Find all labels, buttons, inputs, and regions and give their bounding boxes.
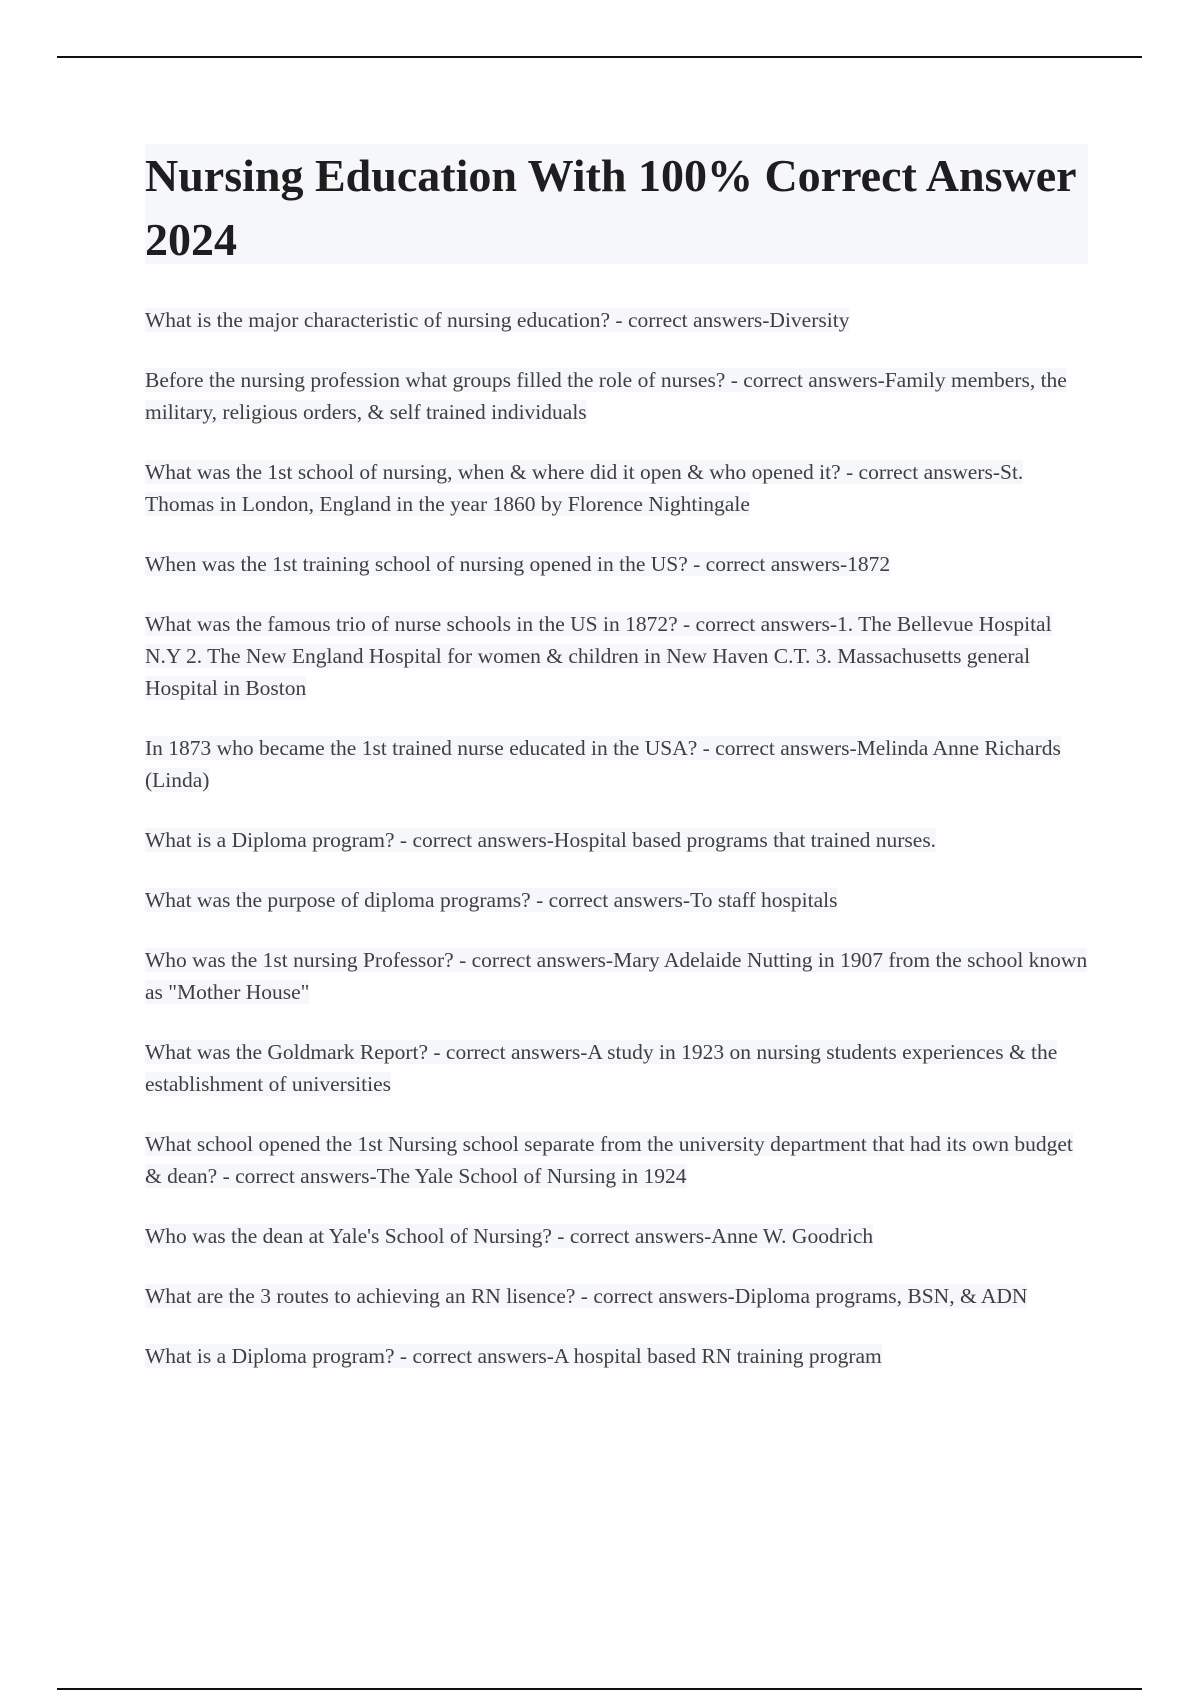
qa-text: What is a Diploma program? - correct answers-A hospital based RN training program [145, 1344, 882, 1368]
qa-item [145, 1280, 1090, 1312]
qa-item [145, 548, 1090, 580]
qa-item [145, 304, 1090, 336]
title-block [145, 144, 1088, 264]
qa-item [145, 1128, 1090, 1192]
qa-item [145, 364, 1090, 428]
qa-text: What is a Diploma program? - correct answers-Hospital based programs that trained nurses. [145, 828, 937, 852]
qa-text: What was the famous trio of nurse schools in the US in 1872? - correct answers-1. The Bellevue Hospital N.Y 2. The New England Hospital for women & children in New Haven C.T. 3. Massachusetts general Hospital in Boston [145, 612, 1052, 700]
qa-list [145, 304, 1090, 1400]
qa-item [145, 1220, 1090, 1252]
qa-item [145, 824, 1090, 856]
qa-text: What was the purpose of diploma programs? - correct answers-To staff hospitals [145, 888, 838, 912]
qa-text: When was the 1st training school of nursing opened in the US? - correct answers-1872 [145, 552, 891, 576]
qa-item [145, 456, 1090, 520]
qa-item [145, 732, 1090, 796]
qa-item [145, 1036, 1090, 1100]
qa-item [145, 944, 1090, 1008]
qa-item [145, 884, 1090, 916]
qa-text: What are the 3 routes to achieving an RN lisence? - correct answers-Diploma programs, BSN, & ADN [145, 1284, 1028, 1308]
qa-text: Who was the dean at Yale's School of Nursing? - correct answers-Anne W. Goodrich [145, 1224, 874, 1248]
qa-text: In 1873 who became the 1st trained nurse educated in the USA? - correct answers-Melinda Anne Richards (Linda) [145, 736, 1061, 792]
qa-text: What was the 1st school of nursing, when & where did it open & who opened it? - correct answers-St. Thomas in London, England in the year 1860 by Florence Nightingale [145, 460, 1024, 516]
qa-item [145, 608, 1090, 704]
page-title: Nursing Education With 100% Correct Answer 2024 [145, 150, 1076, 265]
qa-text: Who was the 1st nursing Professor? - correct answers-Mary Adelaide Nutting in 1907 from the school known as "Mother House" [145, 948, 1088, 1004]
bottom-divider [57, 1688, 1142, 1690]
qa-text: What is the major characteristic of nursing education? - correct answers-Diversity [145, 308, 850, 332]
qa-text: What school opened the 1st Nursing school separate from the university department that had its own budget & dean? - correct answers-The Yale School of Nursing in 1924 [145, 1132, 1073, 1188]
qa-text: Before the nursing profession what groups filled the role of nurses? - correct answers-Family members, the military, religious orders, & self trained individuals [145, 368, 1067, 424]
top-divider [57, 56, 1142, 58]
qa-text: What was the Goldmark Report? - correct answers-A study in 1923 on nursing students experiences & the establishment of universities [145, 1040, 1058, 1096]
qa-item [145, 1340, 1090, 1372]
